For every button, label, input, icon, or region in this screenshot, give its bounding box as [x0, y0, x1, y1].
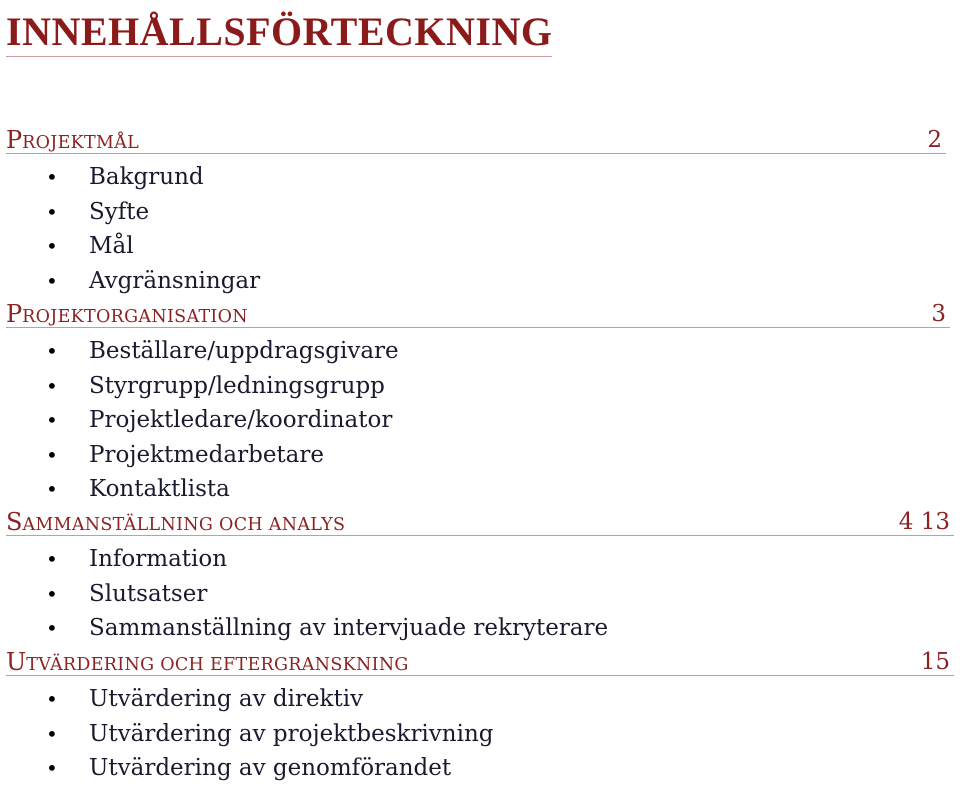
toc-section-title: PROJEKTMÅL	[6, 126, 140, 154]
toc-page-number: 4 13	[898, 509, 950, 535]
toc-page-number: 2	[927, 127, 942, 153]
bullet-icon: •	[46, 165, 58, 189]
toc-section-title: PROJEKTORGANISATION	[6, 300, 248, 328]
bullet-icon: •	[46, 268, 58, 293]
bullet-icon: •	[46, 581, 58, 606]
document-page: INNEHÅLLSFÖRTECKNING PROJEKTMÅL 2 • Bakgrund • Syfte • Mål • Avgränsningar PROJEKTORGANISATION 3 • Beställare/uppdragsgivare • Styrgrupp/ledningsgrupp • Projektledare/koordinator • Projektmedarbetare • Kontaktlista SAMMANSTÄLLNING OCH ANALYS 4 13 • Information • Slutsatser • Sammanställning av intervjuade rekryterare UTVÄRDERING OCH EFTERGRANSKNING 15 • Utvärdering av direktiv • Utvärdering av projektbeskrivning • Utvärdering av genomförandet	[0, 0, 960, 786]
bullet-icon: •	[46, 408, 58, 433]
bullet-icon: •	[46, 756, 58, 781]
page-title: INNEHÅLLSFÖRTECKNING	[6, 8, 552, 57]
bullet-icon: •	[46, 687, 58, 711]
toc-page-number: 15	[920, 649, 950, 675]
bullet-icon: •	[46, 616, 58, 641]
toc-section-header[interactable]	[6, 508, 954, 536]
bullet-icon: •	[46, 234, 58, 259]
bullet-icon: •	[46, 339, 58, 363]
bullet-icon: •	[46, 442, 58, 467]
toc-section-title: UTVÄRDERING OCH EFTERGRANSKNING	[6, 648, 409, 676]
bullet-icon: •	[46, 547, 58, 571]
toc-section-header[interactable]	[6, 126, 946, 154]
toc-section-header[interactable]	[6, 300, 950, 328]
bullet-icon: •	[46, 373, 58, 398]
toc-section-title: SAMMANSTÄLLNING OCH ANALYS	[6, 508, 346, 536]
toc-page-number: 3	[931, 301, 946, 327]
bullet-icon: •	[46, 721, 58, 746]
bullet-icon: •	[46, 477, 58, 502]
bullet-icon: •	[46, 199, 58, 224]
toc-section-header[interactable]	[6, 648, 954, 676]
